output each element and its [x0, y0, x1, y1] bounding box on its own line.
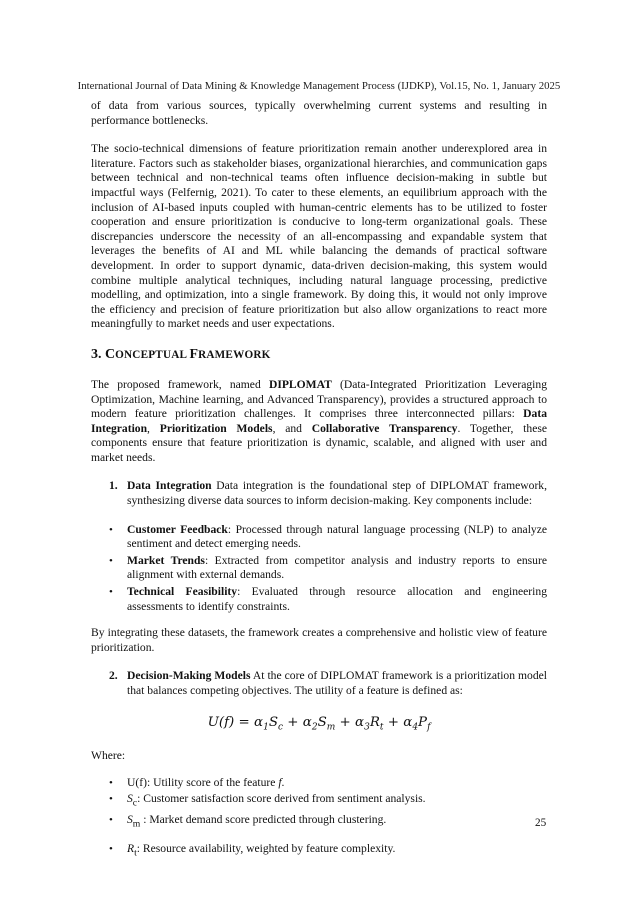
utility-formula: $U(f) = \alpha_1S_c + \alpha_2S_m + \alpha_3R_t + \alpha_4P_f$ — [207, 714, 431, 733]
list-item: • $R_t$: Resource availability, weighted by feature complexity. — [109, 842, 396, 859]
where-label: Where: — [91, 749, 126, 763]
pillar-data-integration: Data Integration — [91, 407, 547, 435]
item-heading: Data Integration — [127, 479, 212, 493]
numbered-item-data-integration: 1. Data Integration Data integration is the foundational step of DIPLOMAT framework, synthesizing diverse data sources to inform decision-making. Key components include: — [109, 479, 548, 508]
item-number: 2. — [109, 669, 118, 683]
pillar-prioritization-models: Prioritization Models — [159, 421, 273, 435]
pillar-collaborative-transparency: Collaborative Transparency — [311, 421, 458, 435]
integrating-paragraph: By integrating these datasets, the framework creates a comprehensive and holistic view of feature prioritization. — [91, 626, 547, 654]
data-integration-bullet-list — [91, 523, 547, 615]
variable-definition-list — [91, 776, 547, 861]
section-number: 3. — [91, 346, 102, 362]
list-item: • Technical Feasibility: Evaluated through resource allocation and engineering assessments to identify constraints. — [109, 585, 547, 613]
list-item: • U(f): Utility score of the feature f. — [109, 775, 285, 789]
page-number: 25 — [535, 817, 547, 829]
list-item: • Market Trends: Extracted from competitor analysis and industry reports to ensure alignment with external demands. — [109, 553, 547, 582]
intro-paragraph: of data from various sources, typically overwhelming current systems and resulting in performance bottlenecks. — [91, 99, 547, 127]
running-header: International Journal of Data Mining & Knowledge Management Process (IJDKP), Vol.15, No. 1, January 2025 — [77, 80, 561, 92]
socio-technical-paragraph: The socio-technical dimensions of feature prioritization remain another underexplored area in literature. Factors such as stakeholder biases, organizational hierarchies, and communication gaps between technical and non-technical teams often influence decision-making in subtle but impactful ways (Felfernig, 2021). To cater to these elements, an equilibrium approach with the inclusion of AI-based inputs coupled with human-centric elements has to be utilized to foster cooperation and ensure prioritization is conducive to long-term organizational goals. These discrepancies underscore the necessity of an all-encompassing and expandable system that leverages the benefits of AI and ML while balancing the demands of practical software development. In order to support dynamic, data-driven decision-making, this system would combine multiple analytical techniques, including natural language processing, predictive modelling, and optimization, into a single framework. By doing this, it would not only improve the efficiency and precision of feature prioritization but also allow organizations to react more meaningfully to market needs and user expectations. — [91, 142, 547, 331]
framework-paragraph: The proposed framework, named DIPLOMAT (Data-Integrated Prioritization Leveraging Optimization, Machine learning, and Advanced Transparency), provides a structured approach to modern feature prioritization challenges. It comprises three interconnected pillars: Data Integration, Prioritization Models, and Collaborative Transparency. Together, these components ensure that feature prioritization is dynamic, scalable, and aligned with user and market needs. — [91, 377, 547, 464]
page-body — [91, 99, 547, 873]
item-number: 1. — [109, 479, 118, 493]
list-item: • Customer Feedback: Processed through natural language processing (NLP) to analyze sentiment and detect emerging needs. — [109, 522, 547, 551]
item-heading: Decision-Making Models — [127, 669, 251, 683]
list-item: • $S_c$: Customer satisfaction score derived from sentiment analysis. — [109, 792, 426, 809]
framework-name: DIPLOMAT — [268, 377, 332, 391]
numbered-item-decision-models: 2. Decision-Making Models At the core of DIPLOMAT framework is a prioritization model that balances competing objectives. The utility of a feature is defined as: — [109, 669, 548, 697]
section-heading — [91, 346, 547, 364]
section-title: CONCEPTUAL FRAMEWORK — [105, 346, 271, 362]
list-item: • $S_m$ : Market demand score predicted through clustering. — [109, 813, 387, 830]
